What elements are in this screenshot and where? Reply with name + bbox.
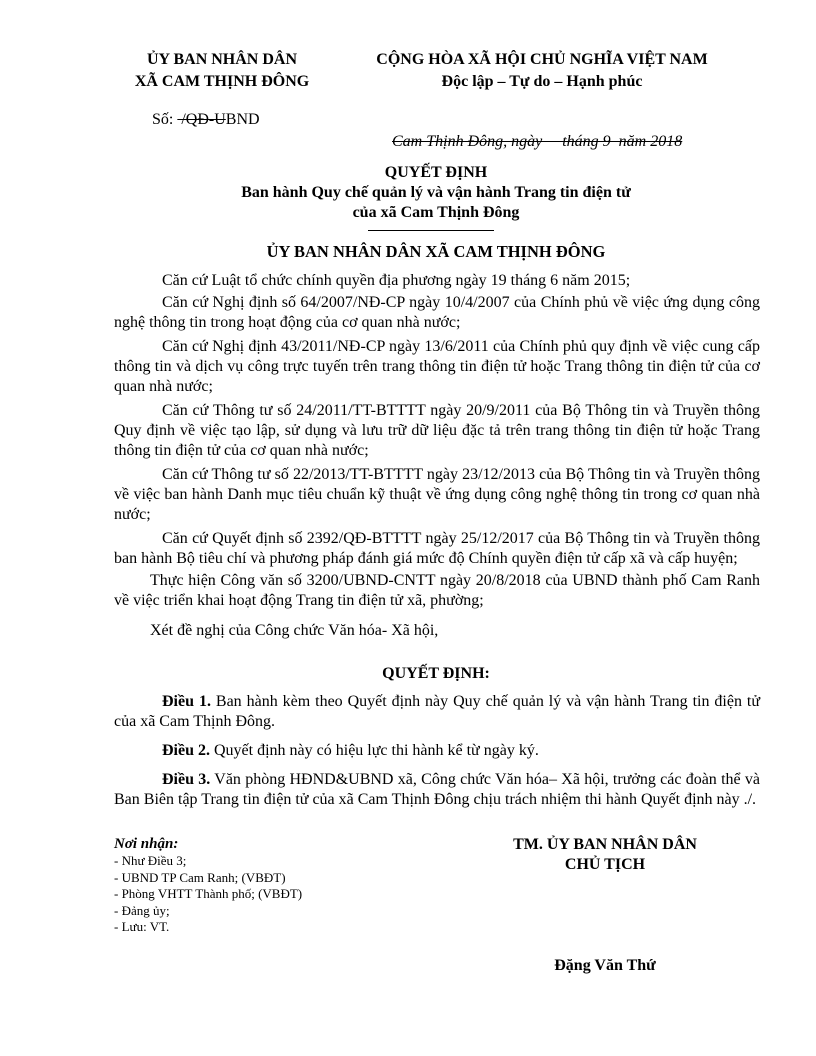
number-prefix: Số: [152, 111, 174, 128]
signature-title-line2: CHỦ TỊCH [564, 856, 646, 873]
article-3-label: Điều 3. [162, 771, 211, 788]
article-1-text: Ban hành kèm theo Quyết định này Quy chế quản lý và vận hành Trang tin điện tử của xã Cam Thịnh Đông. [114, 693, 761, 730]
articles [114, 692, 760, 810]
basis-2: Căn cứ Nghị định số 64/2007/NĐ-CP ngày 10/4/2007 của Chính phủ về việc ứng dụng công nghệ thông tin trong hoạt động của cơ quan nhà nước; [114, 294, 760, 331]
number-blank: /QĐ-U [177, 111, 226, 128]
basis-4: Căn cứ Thông tư số 24/2011/TT-BTTTT ngày 20/9/2011 của Bộ Thông tin và Truyền thông Quy định về việc tạo lập, sử dụng và lưu trữ dữ liệu đặc tả trên trang thông tin điện tử hoặc Trang thông tin điện tử của cơ quan nhà nước; [114, 402, 760, 459]
place-date [384, 109, 682, 153]
recipient-item: - UBND TP Cam Ranh; (VBĐT) [114, 869, 286, 885]
decision-heading: QUYẾT ĐỊNH: [382, 665, 490, 682]
number-suffix: BND [225, 111, 260, 128]
signer-name: Đặng Văn Thứ [554, 957, 656, 974]
basis-3: Căn cứ Nghị định 43/2011/NĐ-CP ngày 13/6/2011 của Chính phủ quy định về việc cung cấp thông tin và dịch vụ công trực tuyến trên trang thông tin điện tử hoặc Trang thông tin điện tử của cơ quan nhà nước; [114, 338, 760, 395]
recipient-item: - Như Điều 3; [114, 853, 187, 868]
document-number [152, 109, 260, 131]
signature-title-line1: TM. ỦY BAN NHÂN DÂN [513, 836, 697, 853]
authority-heading: ỦY BAN NHÂN DÂN XÃ CAM THỊNH ĐÔNG [266, 242, 606, 261]
title-block [112, 163, 760, 223]
basis-5: Căn cứ Thông tư số 22/2013/TT-BTTTT ngày 23/12/2013 của Bộ Thông tin và Truyền thông về việc ban hành Danh mục tiêu chuẩn kỹ thuật về ứng dụng công nghệ thông tin trong cơ quan nhà nước; [114, 466, 760, 523]
title-sub1: Ban hành Quy chế quản lý và vận hành Trang tin điện tử [241, 184, 631, 201]
recipients-list [114, 853, 374, 936]
org-header [112, 49, 332, 93]
basis-8: Xét đề nghị của Công chức Văn hóa- Xã hội, [150, 622, 439, 639]
article-1 [114, 692, 760, 732]
article-3-text: Văn phòng HĐND&UBND xã, Công chức Văn hóa– Xã hội, trưởng các đoàn thể và Ban Biên tập Trang tin điện tử của xã Cam Thịnh Đông chịu trách nhiệm thi hành Quyết định này ./. [114, 771, 761, 808]
article-1-label: Điều 1. [162, 693, 211, 710]
title-divider [368, 230, 494, 231]
article-2-label: Điều 2. [162, 742, 210, 759]
recipient-item: - Phòng VHTT Thành phố; (VBĐT) [114, 886, 303, 901]
place-date-text: Cam Thịnh Đông, ngày tháng 9 năm 2018 [392, 133, 683, 150]
basis-7: Thực hiện Công văn số 3200/UBND-CNTT ngày 20/8/2018 của UBND thành phố Cam Ranh về việc triển khai hoạt động Trang tin điện tử xã, phường; [114, 572, 760, 609]
basis-6: Căn cứ Quyết định số 2392/QĐ-BTTTT ngày 25/12/2017 của Bộ Thông tin và Truyền thông ban hành Bộ tiêu chí và phương pháp đánh giá mức độ Chính quyền điện tử cấp xã và cấp huyện; [114, 530, 760, 567]
title-main: QUYẾT ĐỊNH [384, 164, 488, 181]
article-2 [114, 741, 760, 761]
recipient-item: - Lưu: VT. [114, 919, 170, 934]
signature-block [470, 835, 740, 875]
recipients-block [114, 836, 374, 936]
title-sub2: của xã Cam Thịnh Đông [352, 204, 520, 221]
nation-motto: Độc lập – Tự do – Hạnh phúc [441, 73, 643, 90]
article-3 [114, 770, 760, 810]
nation-header [352, 49, 732, 93]
basis-1: Căn cứ Luật tổ chức chính quyền địa phương ngày 19 tháng 6 năm 2015; [162, 272, 631, 289]
org-name-line1: ỦY BAN NHÂN DÂN [146, 51, 298, 68]
recipients-title: Nơi nhận: [114, 836, 179, 852]
nation-name: CỘNG HÒA XÃ HỘI CHỦ NGHĨA VIỆT NAM [376, 51, 708, 68]
recipient-item: - Đảng ủy; [114, 902, 170, 918]
legal-bases [114, 271, 760, 641]
org-name-line2: XÃ CAM THỊNH ĐÔNG [134, 73, 310, 90]
article-2-text: Quyết định này có hiệu lực thi hành kể từ ngày ký. [210, 742, 539, 759]
